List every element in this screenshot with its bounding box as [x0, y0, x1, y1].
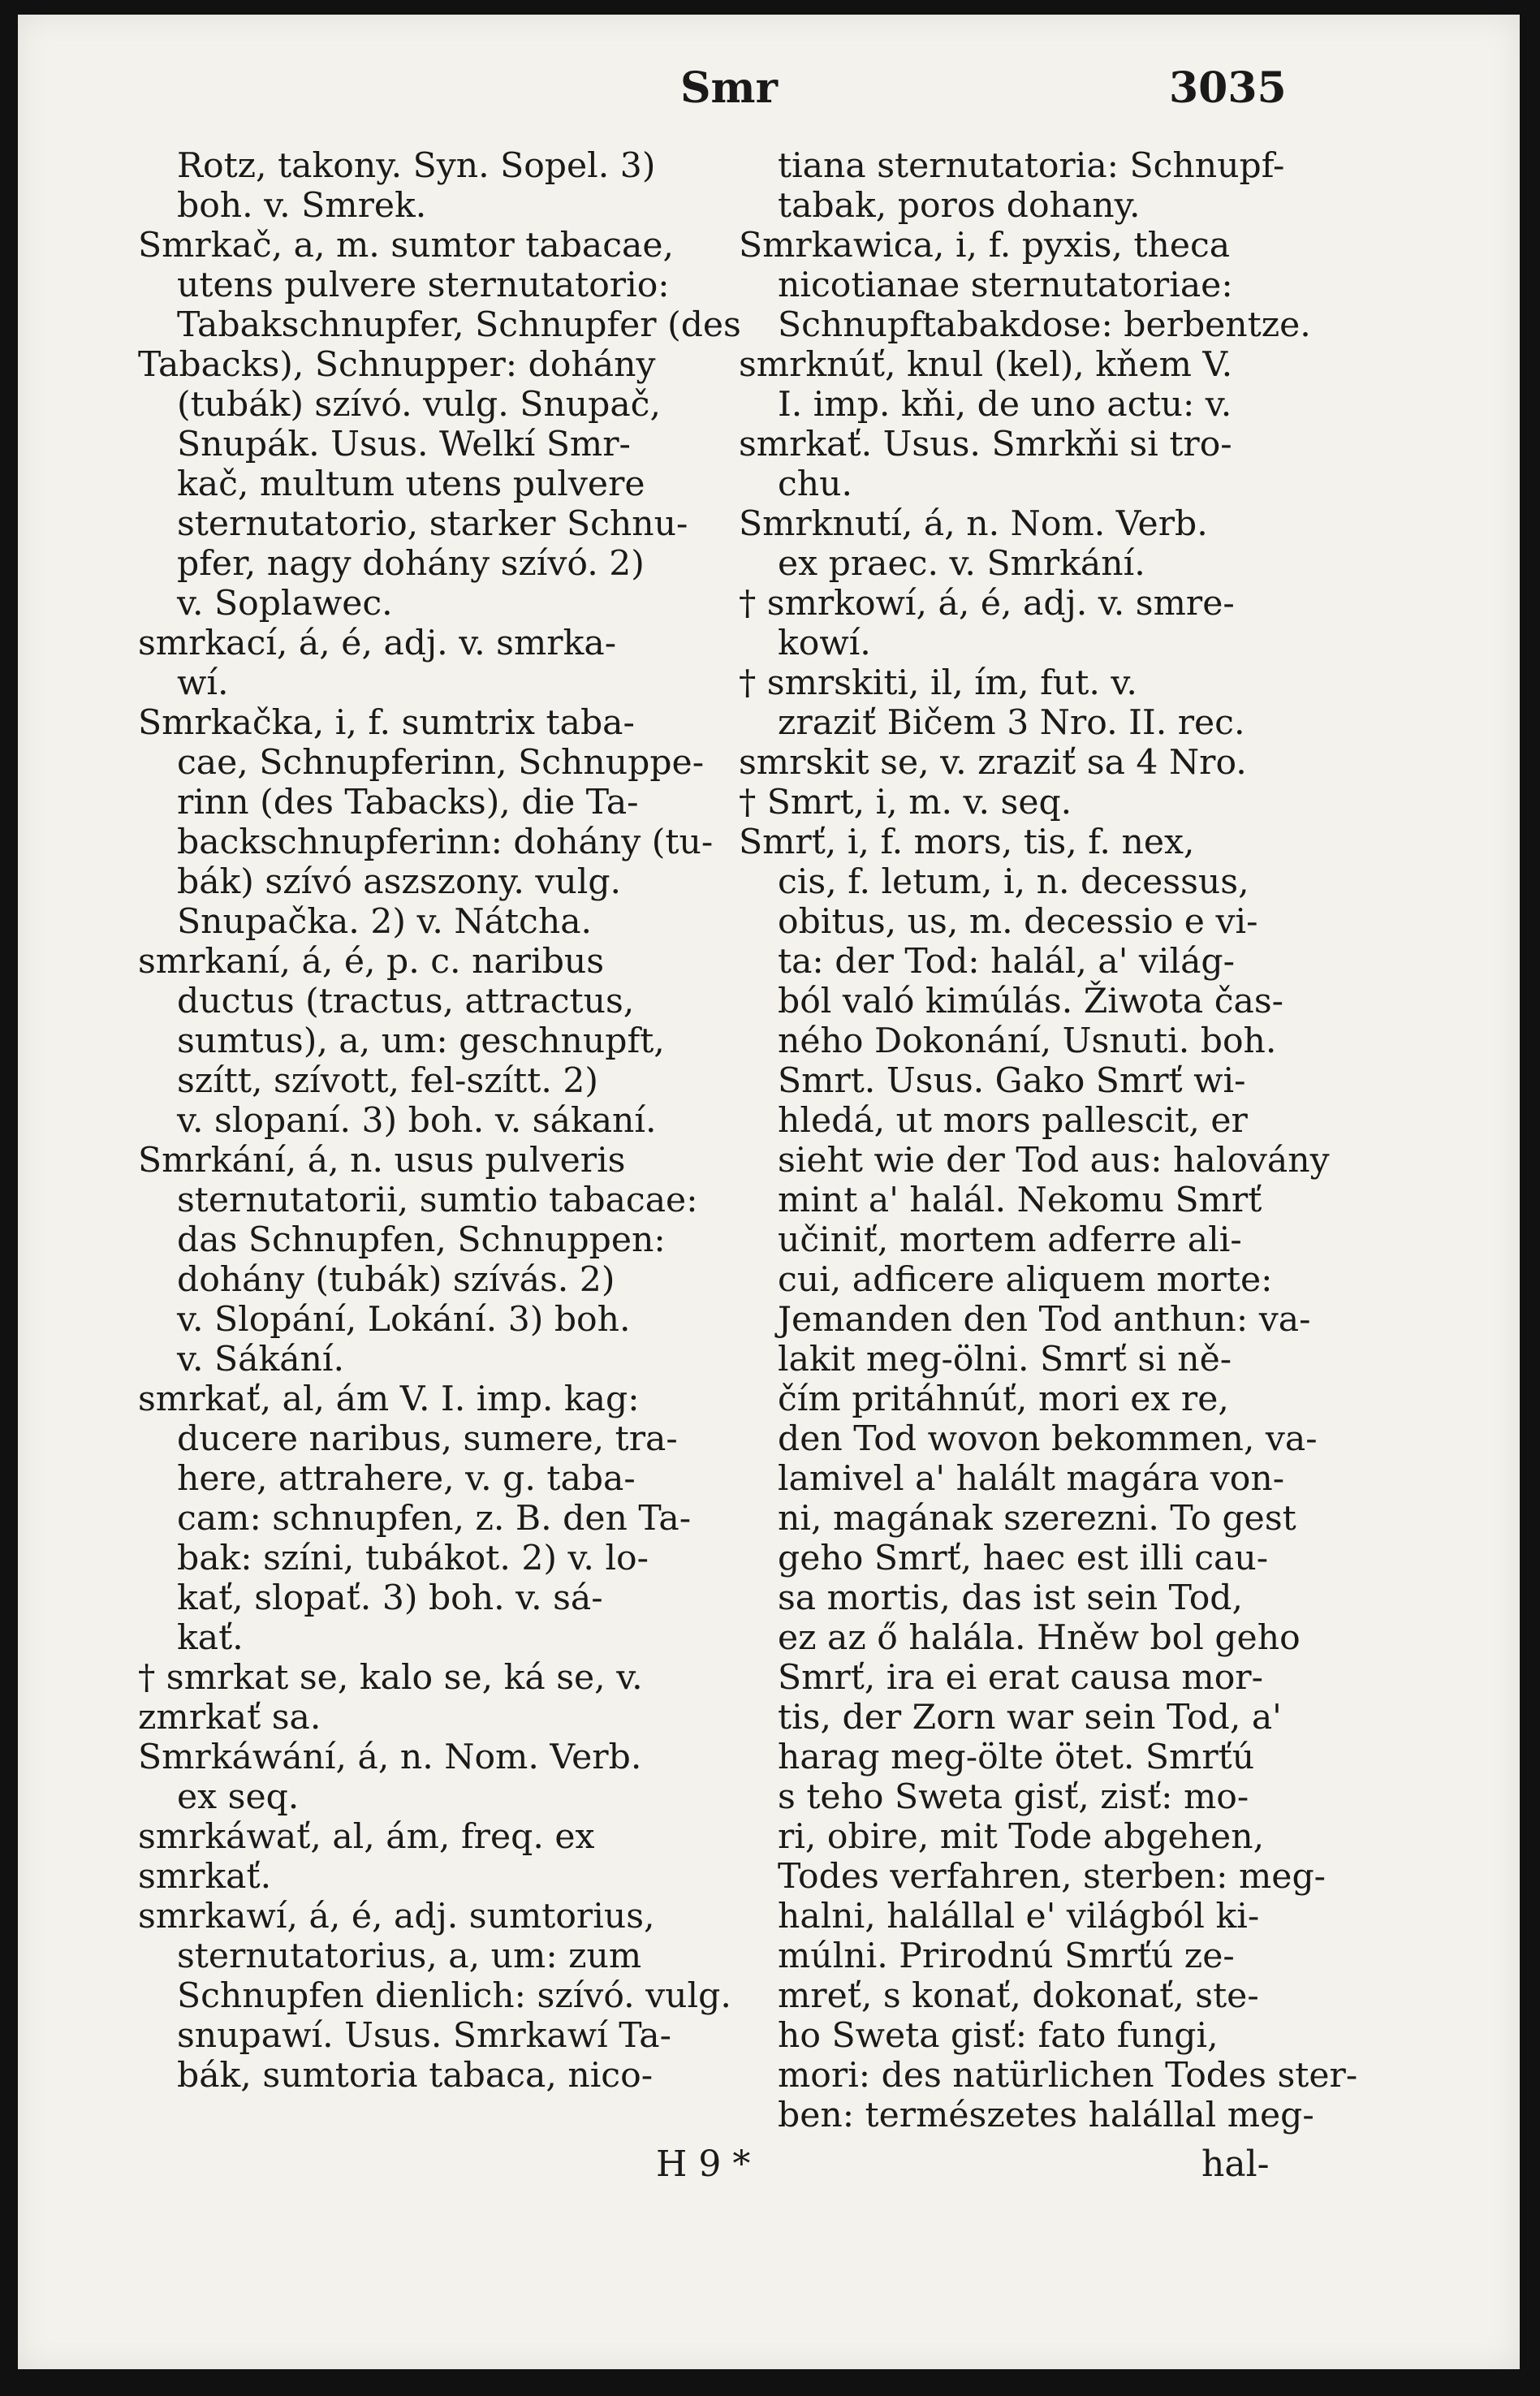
- text-line: backschnupferinn: dohány (tu-: [177, 822, 714, 862]
- text-line: sieht wie der Tod aus: halovány: [778, 1141, 1330, 1181]
- text-line: Tabakschnupfer, Schnupfer (des: [177, 305, 741, 345]
- text-line: bak: színi, tubákot. 2) v. lo-: [177, 1539, 649, 1578]
- text-line: geho Smrť, haec est illi cau-: [778, 1539, 1269, 1578]
- text-line: Jemanden den Tod anthun: va-: [778, 1300, 1311, 1340]
- text-line: ex seq.: [177, 1777, 300, 1817]
- text-line: nicotianae sternutatoriae:: [778, 266, 1233, 305]
- text-line: wí.: [177, 663, 229, 703]
- text-line: ni, magának szerezni. To gest: [778, 1499, 1296, 1539]
- text-line: pfer, nagy dohány szívó. 2): [177, 544, 645, 584]
- text-line: v. Slopání, Lokání. 3) boh.: [177, 1300, 631, 1340]
- text-line: ducere naribus, sumere, tra-: [177, 1419, 678, 1459]
- text-line: ta: der Tod: halál, a' világ-: [778, 942, 1235, 982]
- text-line: sumtus), a, um: geschnupft,: [177, 1021, 665, 1061]
- text-line: kowí.: [778, 624, 871, 663]
- text-line: tabak, poros dohany.: [778, 186, 1141, 226]
- text-line: snupawí. Usus. Smrkawí Ta-: [177, 2016, 671, 2056]
- text-line: szítt, szívott, fel-szítt. 2): [177, 1061, 598, 1101]
- text-line: I. imp. kňi, de uno actu: v.: [778, 385, 1232, 425]
- text-line: Rotz, takony. Syn. Sopel. 3): [177, 146, 656, 186]
- text-line: bák) szívó aszszony. vulg.: [177, 862, 622, 902]
- text-line: bák, sumtoria tabaca, nico-: [177, 2056, 654, 2096]
- text-line: Smrt. Usus. Gako Smrť wi-: [778, 1061, 1246, 1101]
- text-line: Smrkání, á, n. usus pulveris: [138, 1141, 626, 1181]
- text-line: smrknúť, knul (kel), kňem V.: [739, 345, 1233, 385]
- text-line: ri, obire, mit Tode abgehen,: [778, 1817, 1265, 1857]
- text-line: † smrkat se, kalo se, ká se, v.: [138, 1658, 643, 1698]
- text-line: smrkať. Usus. Smrkňi si tro-: [739, 425, 1232, 464]
- text-line: Smrkawica, i, f. pyxis, theca: [739, 226, 1231, 266]
- text-line: Schnupfen dienlich: szívó. vulg.: [177, 1976, 731, 2016]
- text-line: chu.: [778, 464, 853, 504]
- text-line: v. Soplawec.: [177, 584, 393, 624]
- text-line: † smrskiti, il, ím, fut. v.: [739, 663, 1137, 703]
- text-line: ného Dokonání, Usnuti. boh.: [778, 1021, 1277, 1061]
- text-line: ho Sweta gisť: fato fungi,: [778, 2016, 1219, 2056]
- text-line: ex praec. v. Smrkání.: [778, 544, 1145, 584]
- text-line: učiniť, mortem adferre ali-: [778, 1220, 1242, 1260]
- text-line: Tabacks), Schnupper: dohány: [138, 345, 656, 385]
- text-line: kač, multum utens pulvere: [177, 464, 645, 504]
- text-line: smrkať.: [138, 1857, 272, 1897]
- text-line: smrkať, al, ám V. I. imp. kag:: [138, 1379, 640, 1419]
- right-column: [739, 146, 1358, 2135]
- text-line: sternutatorii, sumtio tabacae:: [177, 1181, 698, 1220]
- text-line: Smrť, i, f. mors, tis, f. nex,: [739, 822, 1195, 862]
- text-line: Smrť, ira ei erat causa mor-: [778, 1658, 1263, 1698]
- text-line: smrkáwať, al, ám, freq. ex: [138, 1817, 595, 1857]
- text-line: halni, halállal e' világból ki-: [778, 1897, 1260, 1936]
- text-line: cam: schnupfen, z. B. den Ta-: [177, 1499, 692, 1539]
- text-line: tis, der Zorn war sein Tod, a': [778, 1698, 1282, 1738]
- text-line: mreť, s konať, dokonať, ste-: [778, 1976, 1259, 2016]
- text-line: ból való kimúlás. Žiwota čas-: [778, 982, 1284, 1021]
- text-line: rinn (des Tabacks), die Ta-: [177, 783, 639, 822]
- text-line: tiana sternutatoria: Schnupf-: [778, 146, 1285, 186]
- text-line: Todes verfahren, sterben: meg-: [778, 1857, 1326, 1897]
- text-line: Snupák. Usus. Welkí Smr-: [177, 425, 631, 464]
- text-line: zmrkať sa.: [138, 1698, 321, 1738]
- text-line: dohány (tubák) szívás. 2): [177, 1260, 615, 1300]
- text-line: Snupačka. 2) v. Nátcha.: [177, 902, 593, 942]
- text-line: Smrkačka, i, f. sumtrix taba-: [138, 703, 635, 743]
- text-line: here, attrahere, v. g. taba-: [177, 1459, 636, 1499]
- text-line: zraziť Bičem 3 Nro. II. rec.: [778, 703, 1245, 743]
- text-line: smrskit se, v. zraziť sa 4 Nro.: [739, 743, 1247, 783]
- text-line: (tubák) szívó. vulg. Snupač,: [177, 385, 661, 425]
- text-line: ductus (tractus, attractus,: [177, 982, 635, 1021]
- text-line: smrkawí, á, é, adj. sumtorius,: [138, 1897, 655, 1936]
- text-line: cui, adficere aliquem morte:: [778, 1260, 1273, 1300]
- text-line: v. Sákání.: [177, 1340, 345, 1379]
- text-line: Smrknutí, á, n. Nom. Verb.: [739, 504, 1208, 544]
- text-line: harag meg-ölte ötet. Smrťú: [778, 1738, 1255, 1777]
- text-line: Schnupftabakdose: berbentze.: [778, 305, 1311, 345]
- text-line: utens pulvere sternutatorio:: [177, 266, 670, 305]
- text-line: ben: természetes halállal meg-: [778, 2096, 1314, 2135]
- text-line: das Schnupfen, Schnuppen:: [177, 1220, 666, 1260]
- text-line: smrkaní, á, é, p. c. naribus: [138, 942, 605, 982]
- text-line: v. slopaní. 3) boh. v. sákaní.: [177, 1101, 657, 1141]
- text-line: † smrkowí, á, é, adj. v. smre-: [739, 584, 1235, 624]
- text-line: sternutatorio, starker Schnu-: [177, 504, 688, 544]
- text-line: kať, slopať. 3) boh. v. sá-: [177, 1578, 603, 1618]
- text-line: cis, f. letum, i, n. decessus,: [778, 862, 1249, 902]
- text-line: mori: des natürlichen Todes ster-: [778, 2056, 1358, 2096]
- text-line: boh. v. Smrek.: [177, 186, 427, 226]
- text-line: ez az ő halála. Hněw bol geho: [778, 1618, 1301, 1658]
- text-line: mint a' halál. Nekomu Smrť: [778, 1181, 1262, 1220]
- catchword: hal-: [1201, 2143, 1270, 2185]
- text-line: sa mortis, das ist sein Tod,: [778, 1578, 1244, 1618]
- text-line: den Tod wovon bekommen, va-: [778, 1419, 1318, 1459]
- page-number: 3035: [1169, 63, 1287, 113]
- left-column: [138, 146, 741, 2096]
- text-line: hledá, ut mors pallescit, er: [778, 1101, 1248, 1141]
- text-line: lakit meg-ölni. Smrť si ně-: [778, 1340, 1232, 1379]
- text-line: Smrkač, a, m. sumtor tabacae,: [138, 226, 675, 266]
- printer-signature: H 9 *: [656, 2143, 751, 2185]
- text-line: s teho Sweta gisť, zisť: mo-: [778, 1777, 1249, 1817]
- text-line: čím pritáhnúť, mori ex re,: [778, 1379, 1229, 1419]
- text-line: Smrkáwání, á, n. Nom. Verb.: [138, 1738, 642, 1777]
- text-line: sternutatorius, a, um: zum: [177, 1936, 642, 1976]
- text-line: múlni. Prirodnú Smrťú ze-: [778, 1936, 1235, 1976]
- text-line: smrkací, á, é, adj. v. smrka-: [138, 624, 617, 663]
- text-line: lamivel a' halált magára von-: [778, 1459, 1285, 1499]
- text-line: cae, Schnupferinn, Schnuppe-: [177, 743, 705, 783]
- running-head: Smr: [680, 63, 778, 113]
- text-line: kať.: [177, 1618, 244, 1658]
- text-line: † Smrt, i, m. v. seq.: [739, 783, 1072, 822]
- text-line: obitus, us, m. decessio e vi-: [778, 902, 1258, 942]
